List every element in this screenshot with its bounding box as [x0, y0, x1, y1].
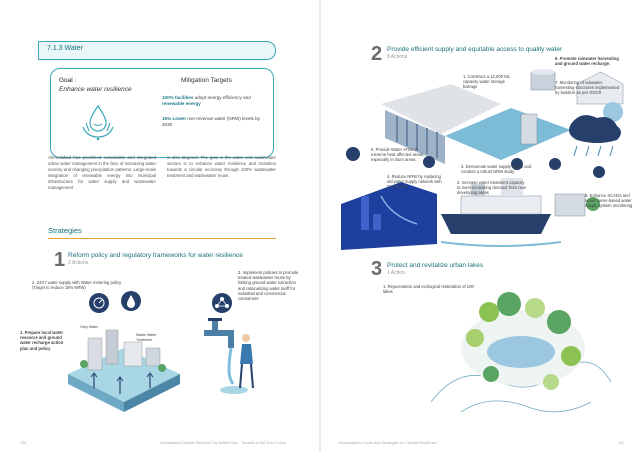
goal-text: Enhance water resilience [59, 86, 132, 93]
target1-rest: adopt energy efficiency and [193, 95, 251, 100]
strategies-divider [48, 238, 276, 239]
s2-action-6: 6. Promote rainwater harvesting and ground water recharge. [555, 56, 619, 67]
target1-bold: 100% facilities [162, 95, 194, 100]
strategies-heading: Strategies [48, 226, 82, 235]
strategy1-title: Reform policy and regulatory frameworks for water resilience [68, 252, 243, 259]
intro-paragraph-right: is also targeted. The goal in the water and wastewater sectors is to enhance water resilience and transition towards a circular economy through 100% wastewater treatment and wastewater reuse. [167, 155, 276, 178]
strategy1-actions: 3 Actions [68, 260, 89, 266]
target1-bold2: renewable energy [162, 101, 201, 106]
section-header [38, 41, 276, 60]
strategy3-actions: 1 Action [387, 270, 405, 276]
right-page-number: 137 [618, 441, 625, 445]
lake-restoration-illustration [421, 282, 621, 420]
strategy2-number: 2 [371, 43, 383, 65]
left-page-number: 136 [20, 441, 27, 445]
s2-action-4: 4. Reduce NRW by replacing old water supply network with DI network [387, 174, 442, 190]
strategy1-action-3: 3. Implement policies to promote treated wastewater reuse by limiting ground water extraction and rationalizing water tariff for industrial and commercial consumers [238, 270, 299, 302]
strategy2-actions: 8 Actions [387, 54, 408, 60]
strategy1-action-1: 1. Prepare local water resource and ground water recharge action plan and policy [20, 330, 64, 351]
mitigation-target-2 [162, 116, 266, 128]
s2-action-1: 1. Construct a 12,000 ML capacity water storage barrage [463, 74, 510, 90]
grey-water-label: Grey Water [80, 325, 99, 329]
water-drop-icon [120, 290, 142, 312]
s2-action-8: 8. Enhance SCADA and smart meter-based water supply system monitoring [585, 193, 633, 209]
strategy3-number: 3 [371, 258, 383, 280]
water-tap-illustration [198, 316, 262, 408]
target2-rest: non-revenue water (NRW) levels by 2030 [162, 116, 260, 127]
left-footer-title: Ahmedabad Climate Resilient City Action Plan - Towards a Net Zero Future [160, 441, 287, 445]
s2-action-2: 2. Increase water treatment capacity to meet increasing demand from new developing areas [457, 180, 526, 196]
goal-box [50, 68, 274, 158]
water-meter-icon [88, 292, 110, 314]
left-page [0, 0, 319, 452]
target2-bold: 15% Lower [162, 116, 186, 121]
network-icon [211, 292, 233, 314]
waste-water-label: Waste Water Treatment [136, 333, 157, 343]
water-hands-icon [81, 103, 115, 141]
mitigation-target-1 [162, 95, 266, 107]
mitigation-title: Mitigation Targets [181, 77, 232, 84]
s2-action-5: 5. Provide Water ATMs in extreme heat affected areas, especially in slum areas. [371, 147, 425, 163]
s2-action-7: 7. Monitoring of rainwater harvesting structures implemented by builders as per GDCR [555, 80, 620, 96]
s2-action-3: 3. Demarcate water supply zones and conduct a robust NRW study [461, 164, 532, 175]
strategy1-number: 1 [54, 249, 66, 271]
section-header-text: 7.1.3 Water [47, 45, 83, 52]
goal-label: Goal : [59, 77, 77, 84]
right-footer-title: Ahmedabad's Goals and Strategies for Climate Resilience [339, 441, 437, 445]
right-page [321, 0, 640, 452]
intro-paragraph-left: Ahmedabad has prioritized sustainable and integrated urban water management in the face of increasing water scarcity and changing precipitation patterns. Large-scale integration of renewable energy into municipal infrastructure for water supply and wastewater management [48, 155, 156, 190]
strategy2-title: Provide efficient supply and equitable access to quality water [387, 46, 563, 53]
strategy1-action-2: 2. 24X7 water supply with Water metering policy (Target to reduce 15% NRW) [32, 280, 122, 291]
strategy3-title: Protect and revitalize urban lakes [387, 262, 484, 269]
s3-action-1: 1. Rejuvenation and ecological restoration of 100 lakes [383, 284, 474, 295]
